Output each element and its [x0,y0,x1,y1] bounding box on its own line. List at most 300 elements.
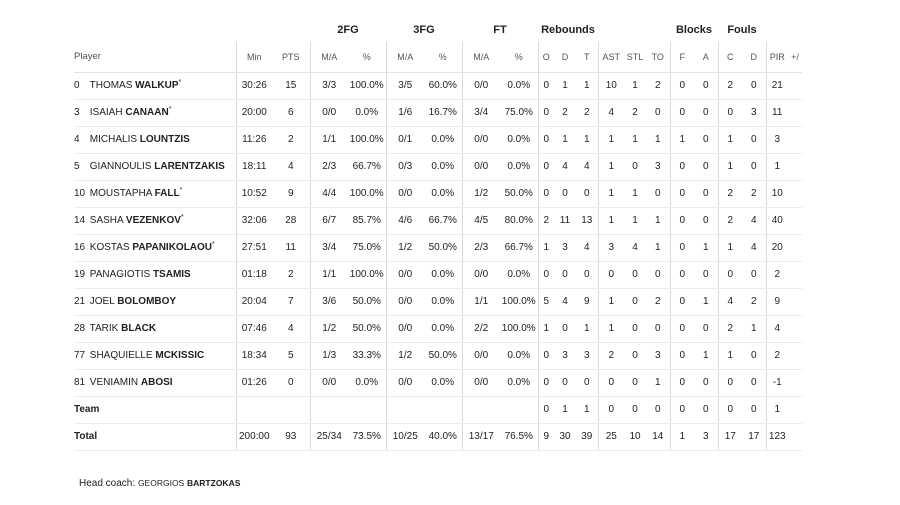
player-first-name: ISAIAH [89,107,123,118]
cell-foul-c: 2 [718,207,742,234]
cell-to: 3 [646,342,670,369]
cell-ft-pct: 100.0% [500,315,538,342]
player-row [74,342,802,369]
player-number: 0 [74,80,80,91]
cell-ft-pct: 66.7% [500,234,538,261]
cell-pir: 20 [766,234,788,261]
cell-pir: 9 [766,288,788,315]
cell-reb-t: 13 [576,207,598,234]
cell-ft-pct [500,396,538,423]
player-last-name: LOUNTZIS [139,134,190,145]
cell-ft-ma: 2/2 [462,315,500,342]
cell-reb-t: 1 [576,72,598,99]
cell-fg3-pct: 0.0% [424,126,462,153]
cell-reb-o: 0 [538,369,554,396]
cell-plus-minus [788,261,802,288]
cell-blk-a: 1 [694,288,718,315]
cell-foul-c: 4 [718,288,742,315]
cell-ast: 1 [598,153,624,180]
cell-foul-c: 2 [718,180,742,207]
player-number: 10 [74,188,86,199]
cell-fg3-pct: 0.0% [424,180,462,207]
cell-blk-a: 0 [694,126,718,153]
cell-blk-f: 0 [670,234,694,261]
cell-to: 1 [646,207,670,234]
cell-to: 1 [646,234,670,261]
header-ft-pct: % [500,42,538,72]
player-number: 28 [74,323,86,334]
cell-fg3-pct: 66.7% [424,207,462,234]
cell-fg3-pct: 16.7% [424,99,462,126]
player-first-name: TARIK [89,323,119,334]
cell-reb-t: 39 [576,423,598,450]
cell-stl: 1 [624,207,646,234]
starter-mark: * [168,106,172,113]
cell-pts: 2 [272,126,310,153]
player-first-name: MICHALIS [89,134,138,145]
cell-ft-pct: 0.0% [500,153,538,180]
cell-pts: 93 [272,423,310,450]
cell-fg2-pct: 85.7% [348,207,386,234]
cell-fg3-ma: 1/6 [386,99,424,126]
cell-ft-ma: 1/1 [462,288,500,315]
cell-ast: 4 [598,99,624,126]
head-coach-label: Head coach: [79,478,136,489]
cell-reb-t: 4 [576,153,598,180]
cell-fg3-ma: 4/6 [386,207,424,234]
cell-blk-f: 0 [670,288,694,315]
cell-ft-pct: 0.0% [500,369,538,396]
cell-stl: 1 [624,72,646,99]
cell-min: 07:46 [236,315,272,342]
player-row [74,126,802,153]
cell-blk-a: 0 [694,180,718,207]
cell-min: 18:34 [236,342,272,369]
cell-fg2-ma: 1/3 [310,342,348,369]
cell-stl: 2 [624,99,646,126]
starter-mark: * [180,214,184,221]
cell-fg2-pct: 73.5% [348,423,386,450]
cell-ast: 2 [598,342,624,369]
cell-reb-t: 4 [576,234,598,261]
player-number: 21 [74,296,86,307]
cell-foul-c: 2 [718,315,742,342]
cell-fg2-pct: 100.0% [348,72,386,99]
cell-ast: 0 [598,369,624,396]
header-reb-o: O [538,42,554,72]
cell-blk-a: 0 [694,72,718,99]
cell-reb-d: 11 [554,207,576,234]
cell-ft-ma: 1/2 [462,180,500,207]
cell-fg2-ma [310,396,348,423]
group-2fg: 2FG [337,24,359,36]
player-number: 14 [74,215,86,226]
player-number: 4 [74,134,80,145]
header-foul-d: D [742,42,766,72]
total-row-label: Total [74,423,236,450]
cell-fg2-ma: 0/0 [310,369,348,396]
cell-reb-t: 1 [576,126,598,153]
group-3fg: 3FG [413,24,435,36]
player-last-name: CANAAN [125,107,169,118]
cell-plus-minus [788,153,802,180]
cell-reb-o: 2 [538,207,554,234]
cell-pts: 15 [272,72,310,99]
cell-foul-c: 1 [718,234,742,261]
cell-fg2-pct: 100.0% [348,180,386,207]
cell-to: 0 [646,315,670,342]
cell-fg2-pct: 0.0% [348,369,386,396]
cell-fg3-ma: 0/0 [386,369,424,396]
group-spacer-2 [598,18,670,42]
player-row [74,288,802,315]
cell-blk-a: 0 [694,315,718,342]
cell-min: 11:26 [236,126,272,153]
total-row [74,423,802,450]
cell-to: 2 [646,72,670,99]
cell-reb-d: 30 [554,423,576,450]
cell-fg3-pct: 0.0% [424,261,462,288]
cell-foul-c: 17 [718,423,742,450]
cell-pts: 0 [272,369,310,396]
cell-foul-d: 4 [742,234,766,261]
player-name-cell [74,315,236,342]
player-last-name: MCKISSIC [155,350,205,361]
cell-foul-c: 0 [718,369,742,396]
cell-pts: 4 [272,153,310,180]
player-row [74,153,802,180]
player-row [74,99,802,126]
column-group-row [74,18,802,42]
player-row [74,180,802,207]
cell-fg2-ma: 6/7 [310,207,348,234]
header-player: Player [74,42,236,72]
cell-pir: 1 [766,396,788,423]
cell-ast: 3 [598,234,624,261]
cell-fg3-pct: 50.0% [424,234,462,261]
player-name-cell [74,99,236,126]
cell-ast: 1 [598,288,624,315]
cell-foul-d: 0 [742,396,766,423]
cell-reb-o: 1 [538,234,554,261]
cell-stl: 0 [624,153,646,180]
header-fg3-ma: M/A [386,42,424,72]
cell-fg2-pct [348,396,386,423]
cell-pir: 11 [766,99,788,126]
player-last-name: ABOSI [140,377,173,388]
player-name-cell [74,369,236,396]
cell-fg2-ma: 4/4 [310,180,348,207]
cell-pts: 11 [272,234,310,261]
cell-fg2-ma: 3/4 [310,234,348,261]
cell-ast: 1 [598,315,624,342]
player-first-name: SHAQUIELLE [89,350,153,361]
cell-plus-minus [788,315,802,342]
cell-reb-t: 3 [576,342,598,369]
player-name-cell [74,126,236,153]
cell-fg3-pct: 0.0% [424,288,462,315]
cell-fg2-pct: 50.0% [348,288,386,315]
cell-fg2-pct: 50.0% [348,315,386,342]
cell-fg3-pct: 0.0% [424,315,462,342]
cell-blk-f: 0 [670,342,694,369]
cell-reb-o: 9 [538,423,554,450]
cell-fg3-ma: 3/5 [386,72,424,99]
player-last-name: FALL [154,188,180,199]
cell-plus-minus [788,423,802,450]
cell-ft-ma: 0/0 [462,126,500,153]
cell-stl: 0 [624,369,646,396]
cell-reb-d: 4 [554,153,576,180]
cell-fg2-ma: 1/2 [310,315,348,342]
group-fouls: Fouls [727,24,757,36]
cell-foul-d: 0 [742,126,766,153]
cell-reb-o: 0 [538,261,554,288]
cell-fg2-ma: 3/6 [310,288,348,315]
group-spacer [74,18,310,42]
header-foul-c: C [718,42,742,72]
header-fg2-pct: % [348,42,386,72]
cell-fg2-pct: 0.0% [348,99,386,126]
cell-min: 18:11 [236,153,272,180]
cell-foul-c: 0 [718,261,742,288]
cell-pir: 10 [766,180,788,207]
cell-blk-f: 1 [670,126,694,153]
cell-ast: 25 [598,423,624,450]
cell-to: 0 [646,396,670,423]
cell-to: 3 [646,153,670,180]
cell-plus-minus [788,72,802,99]
cell-ft-ma: 0/0 [462,72,500,99]
cell-foul-d: 3 [742,99,766,126]
cell-min: 01:18 [236,261,272,288]
cell-reb-t: 9 [576,288,598,315]
player-row [74,315,802,342]
cell-plus-minus [788,207,802,234]
player-first-name: JOEL [89,296,115,307]
cell-reb-d: 2 [554,99,576,126]
cell-ft-ma: 0/0 [462,261,500,288]
cell-blk-a: 0 [694,396,718,423]
player-last-name: TSAMIS [152,269,191,280]
cell-blk-f: 0 [670,315,694,342]
cell-fg3-pct: 0.0% [424,153,462,180]
cell-fg3-ma: 0/0 [386,315,424,342]
cell-min: 200:00 [236,423,272,450]
cell-fg3-ma: 1/2 [386,234,424,261]
player-first-name: MOUSTAPHA [89,188,152,199]
cell-pir: 21 [766,72,788,99]
cell-blk-a: 3 [694,423,718,450]
group-blocks: Blocks [675,24,713,36]
cell-fg2-pct: 100.0% [348,261,386,288]
head-coach-first-name: GEORGIOS [137,478,185,488]
cell-foul-c: 1 [718,126,742,153]
cell-fg3-pct: 60.0% [424,72,462,99]
cell-reb-d: 1 [554,396,576,423]
cell-reb-t: 0 [576,180,598,207]
cell-stl: 1 [624,180,646,207]
stats-body [74,72,802,450]
cell-plus-minus [788,396,802,423]
cell-blk-a: 0 [694,261,718,288]
cell-reb-t: 0 [576,369,598,396]
cell-blk-f: 0 [670,261,694,288]
player-name-cell [74,234,236,261]
cell-foul-d: 2 [742,180,766,207]
cell-ft-pct: 0.0% [500,261,538,288]
cell-pts: 6 [272,99,310,126]
cell-blk-a: 0 [694,153,718,180]
header-reb-t: T [576,42,598,72]
cell-pir: 2 [766,342,788,369]
cell-pts: 9 [272,180,310,207]
cell-pir: 3 [766,126,788,153]
cell-fg3-pct [424,396,462,423]
cell-blk-f: 1 [670,423,694,450]
cell-fg3-ma: 0/0 [386,261,424,288]
cell-pts [272,396,310,423]
cell-reb-o: 1 [538,315,554,342]
cell-pts: 5 [272,342,310,369]
cell-reb-d: 0 [554,180,576,207]
cell-pir: 2 [766,261,788,288]
header-plus-minus: +/ [788,42,802,72]
cell-fg3-ma: 0/3 [386,153,424,180]
cell-foul-d: 0 [742,369,766,396]
group-rebounds: Rebounds [541,24,595,36]
cell-plus-minus [788,126,802,153]
cell-fg3-ma: 1/2 [386,342,424,369]
cell-pir: 4 [766,315,788,342]
cell-foul-d: 0 [742,342,766,369]
player-name-cell [74,72,236,99]
player-last-name: LARENTZAKIS [154,161,225,172]
cell-min [236,396,272,423]
header-reb-d: D [554,42,576,72]
cell-ft-pct: 80.0% [500,207,538,234]
cell-fg2-pct: 75.0% [348,234,386,261]
cell-reb-d: 4 [554,288,576,315]
cell-blk-f: 0 [670,180,694,207]
cell-ft-ma: 4/5 [462,207,500,234]
cell-blk-f: 0 [670,153,694,180]
cell-stl: 0 [624,261,646,288]
head-coach [79,478,240,489]
cell-reb-d: 3 [554,234,576,261]
player-first-name: PANAGIOTIS [89,269,151,280]
player-last-name: BOLOMBOY [117,296,177,307]
cell-foul-c: 1 [718,342,742,369]
cell-foul-d: 2 [742,288,766,315]
header-blk-f: F [670,42,694,72]
team-row-label: Team [74,396,236,423]
player-row [74,207,802,234]
cell-stl: 4 [624,234,646,261]
cell-reb-d: 1 [554,126,576,153]
cell-fg3-ma: 0/0 [386,288,424,315]
cell-foul-d: 1 [742,315,766,342]
cell-ft-pct: 75.0% [500,99,538,126]
cell-blk-f: 0 [670,72,694,99]
cell-pir: -1 [766,369,788,396]
group-spacer-3 [766,18,802,42]
header-pts: PTS [272,42,310,72]
cell-blk-f: 0 [670,369,694,396]
cell-reb-o: 0 [538,153,554,180]
cell-ast: 1 [598,207,624,234]
cell-ft-pct: 76.5% [500,423,538,450]
cell-pts: 28 [272,207,310,234]
cell-stl: 10 [624,423,646,450]
player-name-cell [74,342,236,369]
cell-fg3-ma [386,396,424,423]
cell-min: 27:51 [236,234,272,261]
player-row [74,234,802,261]
cell-plus-minus [788,234,802,261]
column-header-row [74,42,802,72]
cell-fg2-pct: 33.3% [348,342,386,369]
header-pir: PIR [766,42,788,72]
cell-blk-f: 0 [670,207,694,234]
cell-plus-minus [788,180,802,207]
player-number: 77 [74,350,86,361]
header-ast: AST [598,42,624,72]
cell-min: 01:26 [236,369,272,396]
cell-stl: 0 [624,396,646,423]
cell-ft-ma: 0/0 [462,369,500,396]
cell-reb-t: 0 [576,261,598,288]
cell-fg2-pct: 66.7% [348,153,386,180]
player-name-cell [74,180,236,207]
cell-to: 1 [646,126,670,153]
cell-ft-pct: 100.0% [500,288,538,315]
player-last-name: BLACK [121,323,157,334]
cell-fg2-ma: 2/3 [310,153,348,180]
header-fg2-ma: M/A [310,42,348,72]
cell-fg3-pct: 40.0% [424,423,462,450]
cell-foul-c: 1 [718,153,742,180]
cell-pir: 123 [766,423,788,450]
cell-to: 14 [646,423,670,450]
player-name-cell [74,207,236,234]
cell-reb-o: 0 [538,180,554,207]
player-number: 19 [74,269,86,280]
cell-min: 10:52 [236,180,272,207]
cell-reb-o: 5 [538,288,554,315]
cell-ft-pct: 50.0% [500,180,538,207]
cell-reb-o: 0 [538,126,554,153]
player-first-name: GIANNOULIS [89,161,152,172]
header-blk-a: A [694,42,718,72]
cell-ast: 1 [598,126,624,153]
cell-plus-minus [788,99,802,126]
player-first-name: VENIAMIN [89,377,139,388]
cell-to: 1 [646,369,670,396]
cell-foul-c: 0 [718,396,742,423]
cell-reb-o: 0 [538,342,554,369]
player-row [74,261,802,288]
header-to: TO [646,42,670,72]
player-last-name: VEZENKOV [125,215,181,226]
cell-to: 0 [646,261,670,288]
cell-blk-a: 1 [694,342,718,369]
cell-to: 2 [646,288,670,315]
cell-ft-pct: 0.0% [500,72,538,99]
cell-fg3-ma: 0/0 [386,180,424,207]
cell-ft-ma: 13/17 [462,423,500,450]
cell-ft-pct: 0.0% [500,126,538,153]
